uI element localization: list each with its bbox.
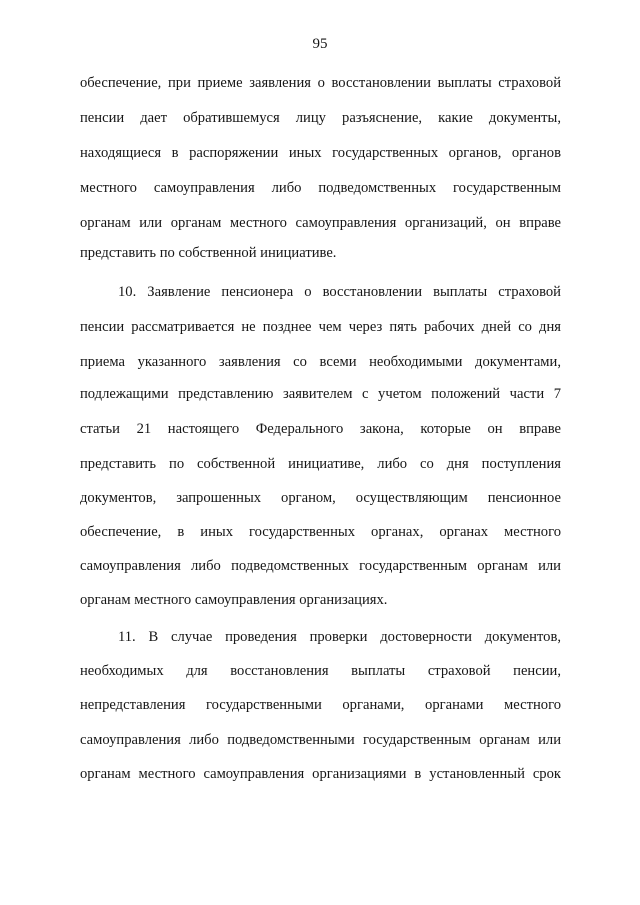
paragraph-1-line-5: органам или органам местного самоуправления организаций, он вправе: [80, 215, 561, 231]
paragraph-1-line-3: находящиеся в распоряжении иных государственных органов, органов: [80, 145, 561, 161]
paragraph-2-line-9: самоуправления либо подведомственных государственным органам или: [80, 558, 561, 574]
paragraph-2-line-8: обеспечение, в иных государственных органах, органах местного: [80, 524, 561, 540]
paragraph-3-line-4: самоуправления либо подведомственными государственным органам или: [80, 732, 561, 748]
paragraph-1-line-6: представить по собственной инициативе.: [80, 245, 337, 261]
paragraph-3-line-5: органам местного самоуправления организациями в установленный срок: [80, 766, 561, 782]
paragraph-3-line-2: необходимых для восстановления выплаты страховой пенсии,: [80, 663, 561, 679]
paragraph-2-line-6: представить по собственной инициативе, либо со дня поступления: [80, 456, 561, 472]
paragraph-2-line-2: пенсии рассматривается не позднее чем через пять рабочих дней со дня: [80, 319, 561, 335]
paragraph-2-line-7: документов, запрошенных органом, осуществляющим пенсионное: [80, 490, 561, 506]
paragraph-2-line-3: приема указанного заявления со всеми необходимыми документами,: [80, 354, 561, 370]
paragraph-2-line-4: подлежащими представлению заявителем с учетом положений части 7: [80, 386, 561, 402]
paragraph-2-line-1: 10. Заявление пенсионера о восстановлении выплаты страховой: [118, 284, 561, 300]
paragraph-2-line-10: органам местного самоуправления организациях.: [80, 592, 388, 608]
paragraph-1-line-4: местного самоуправления либо подведомственных государственным: [80, 180, 561, 196]
page-number: 95: [312, 36, 328, 52]
paragraph-3-line-1: 11. В случае проведения проверки достоверности документов,: [118, 629, 561, 645]
paragraph-1-line-2: пенсии дает обратившемуся лицу разъяснение, какие документы,: [80, 110, 561, 126]
paragraph-3-line-3: непредставления государственными органами, органами местного: [80, 697, 561, 713]
paragraph-1-line-1: обеспечение, при приеме заявления о восстановлении выплаты страховой: [80, 75, 561, 91]
paragraph-2-line-5: статьи 21 настоящего Федерального закона, которые он вправе: [80, 421, 561, 437]
